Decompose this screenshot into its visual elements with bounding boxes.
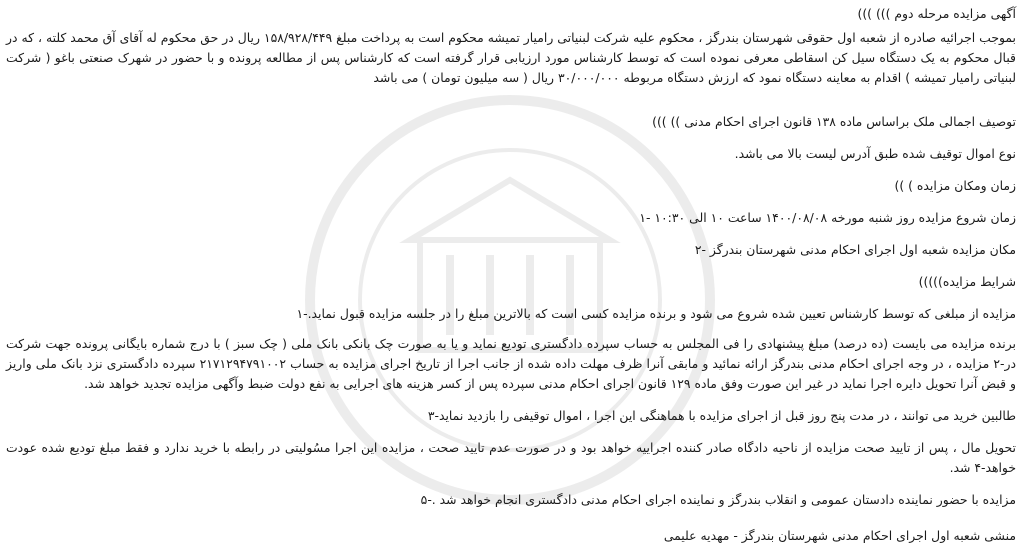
description-heading: توصیف اجمالی ملک براساس ماده ۱۳۸ قانون اجرای احکام مدنی )) ))) [652,114,1016,129]
time-place-heading: زمان ومکان مزایده ) )) [894,178,1016,193]
auction-start-time: زمان شروع مزایده روز شنبه مورخه ۱۴۰۰/۰۸/۰۸ ساعت ۱۰ الی ۱۰:۳۰ -۱ [639,210,1016,225]
condition-5: مزایده با حضور نماینده دادستان عمومی و انقلاب بندرگز و نماینده اجرای احکام مدنی دادگستری انجام خواهد شد .-۵ [420,492,1016,507]
condition-2: برنده مزایده می بایست (ده درصد) مبلغ پیشنهادی را فی المجلس به حساب سپرده دادگستری تودیع نماید و یا به صورت چک بانکی بانک ملی ( چک سبز ) با درج شماره بایگانی پرونده جهت شرکت در-۲ مزایده ، در وجه اجرای احکام مدنی بندرگز ارائه نمائید و مابقی آنرا ظرف مهلت داده شده از جانب اجرا از تاریخ اجرای مزایده به حساب ۲۱۷۱۲۹۴۷۹۱۰۰۲ سپرده دادگستری نزد بانک ملی واریز و قبض آنرا تحویل دایره اجرا نماید در غیر این صورت وفق ماده ۱۲۹ قانون اجرای احکام مدنی سپرده پس از کسر هزینه های اجرایی به نفع دولت ضبط وآگهی مزایده تجدید خواهد شد. [6,336,1016,391]
auction-place: مکان مزایده شعبه اول اجرای احکام مدنی شهرستان بندرگز -۲ [694,242,1016,257]
condition-1: مزایده از مبلغی که توسط کارشناس تعیین شده شروع می شود و برنده مزایده کسی است که بالاترین مبلغ را در جلسه مزایده قبول نماید.-۱ [296,306,1016,321]
notice-intro: بموجب اجرائیه صادره از شعبه اول حقوقی شهرستان بندرگز ، محکوم علیه شرکت لبنیاتی رامیار تمیشه محکوم است به پرداخت مبلغ ۱۵۸/۹۲۸/۴۴۹ ریال در حق محکوم له آقای آق محمد کلته ، که در قبال محکوم به یک دستگاه سیل کن اسقاطی معرفی نموده است که توسط کارشناس مورد ارزیابی قرار گرفته است که کارشناس پس از مطالعه پرونده و با حضور در شهرک صنعتی باغو ( شرکت لبنیاتی رامیار تمیشه ) اقدام به معاینه دستگاه نمود که ارزش دستگاه مربوطه ۳۰/۰۰۰/۰۰۰ ریال ( سه میلیون تومان ) می باشد [6,30,1017,85]
signature: منشی شعبه اول اجرای احکام مدنی شهرستان بندرگز - مهدیه علیمی [663,528,1016,543]
notice-title: آگهی مزایده مرحله دوم ))) ))) [857,6,1016,21]
property-type: نوع اموال توقیف شده طبق آدرس لیست بالا می باشد. [734,146,1016,161]
conditions-heading: شرایط مزایده))))) [918,274,1016,289]
condition-3: طالبین خرید می توانند ، در مدت پنج روز قبل از اجرای مزایده با هماهنگی این اجرا ، اموال توقیفی را بازدید نماید-۳ [427,408,1016,423]
condition-4: تحویل مال ، پس از تایید صحت مزایده از ناحیه دادگاه صادر کننده اجراییه خواهد بود و در صورت عدم تایید صحت ، مزایده این اجرا مسُولیتی در رابطه با خرید ندارد و فقط مبلغ تودیع شده عودت خواهد-۴ شد. [6,440,1016,475]
